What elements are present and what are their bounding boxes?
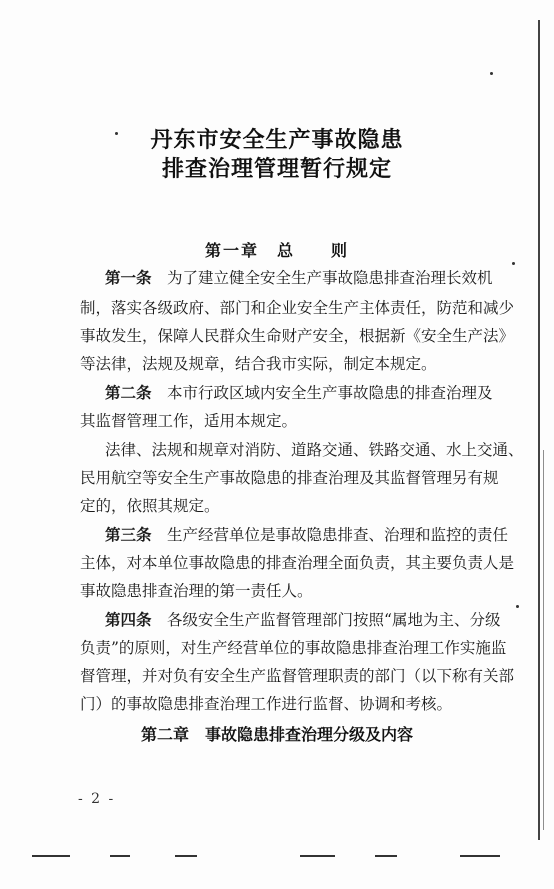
scan-artifact: [300, 855, 335, 857]
article-text: 其监督管理工作，适用本规定。: [80, 412, 298, 430]
article-text: 负责”的原则，对生产经营单位的事故隐患排查治理工作实施监: [80, 639, 507, 657]
scan-artifact: [375, 855, 397, 857]
article-heading: 第三条: [105, 526, 152, 544]
scan-artifact: [175, 855, 197, 857]
article-1-first-line: [0, 268, 554, 288]
scan-speck: [490, 72, 493, 75]
scan-speck: [512, 262, 515, 265]
paragraph-text: 民用航空等安全生产事故隐患的排查治理及其监督管理另有规: [80, 469, 499, 487]
article-text: 事故发生，保障人民群众生命财产安全，根据新《安全生产法》: [80, 327, 515, 345]
article-text: 督管理，并对负有安全生产监督管理职责的部门（以下称有关部: [80, 667, 515, 685]
article-text: 为了建立健全安全生产事故隐患排查治理长效机: [167, 269, 493, 287]
page-number: - 2 -: [78, 791, 116, 807]
article-heading: 第四条: [105, 611, 152, 629]
article-text: 制，落实各级政府、部门和企业安全生产主体责任，防范和减少: [80, 299, 515, 317]
scan-speck: [115, 132, 118, 135]
article-3-first-line: [0, 525, 554, 545]
article-text: 事故隐患排查治理的第一责任人。: [80, 582, 313, 600]
chapter-heading-1: 第一章 总 则: [204, 241, 349, 260]
article-heading: 第一条: [105, 269, 152, 287]
article-4-first-line: [0, 610, 554, 630]
article-text: 本市行政区域内安全生产事故隐患的排查治理及: [167, 384, 493, 402]
scan-artifact: [32, 855, 70, 857]
paragraph-text: 法律、法规和规章对消防、道路交通、铁路交通、水上交通、: [105, 441, 524, 459]
scan-artifact: [460, 855, 500, 857]
article-text: 各级安全生产监督管理部门按照“属地为主、分级: [167, 611, 501, 629]
article-heading: 第二条: [105, 384, 152, 402]
scan-speck: [516, 605, 519, 608]
article-2-first-line: [0, 383, 554, 403]
document-title-line2: 排查治理管理暂行规定: [161, 157, 392, 182]
article-text: 门）的事故隐患排查治理工作进行监督、协调和考核。: [80, 695, 453, 713]
article-text: 主体，对本单位事故隐患的排查治理全面负责，其主要负责人是: [80, 554, 515, 572]
chapter-heading-2: 第二章 事故隐患排查治理分级及内容: [140, 725, 413, 744]
scan-artifact: [110, 855, 130, 857]
paragraph-text: 定的，依照其规定。: [80, 497, 220, 515]
article-text: 等法律，法规及规章，结合我市实际，制定本规定。: [80, 355, 437, 373]
document-title-line1: 丹东市安全生产事故隐患: [150, 128, 404, 153]
article-text: 生产经营单位是事故隐患排查、治理和监控的责任: [167, 526, 509, 544]
